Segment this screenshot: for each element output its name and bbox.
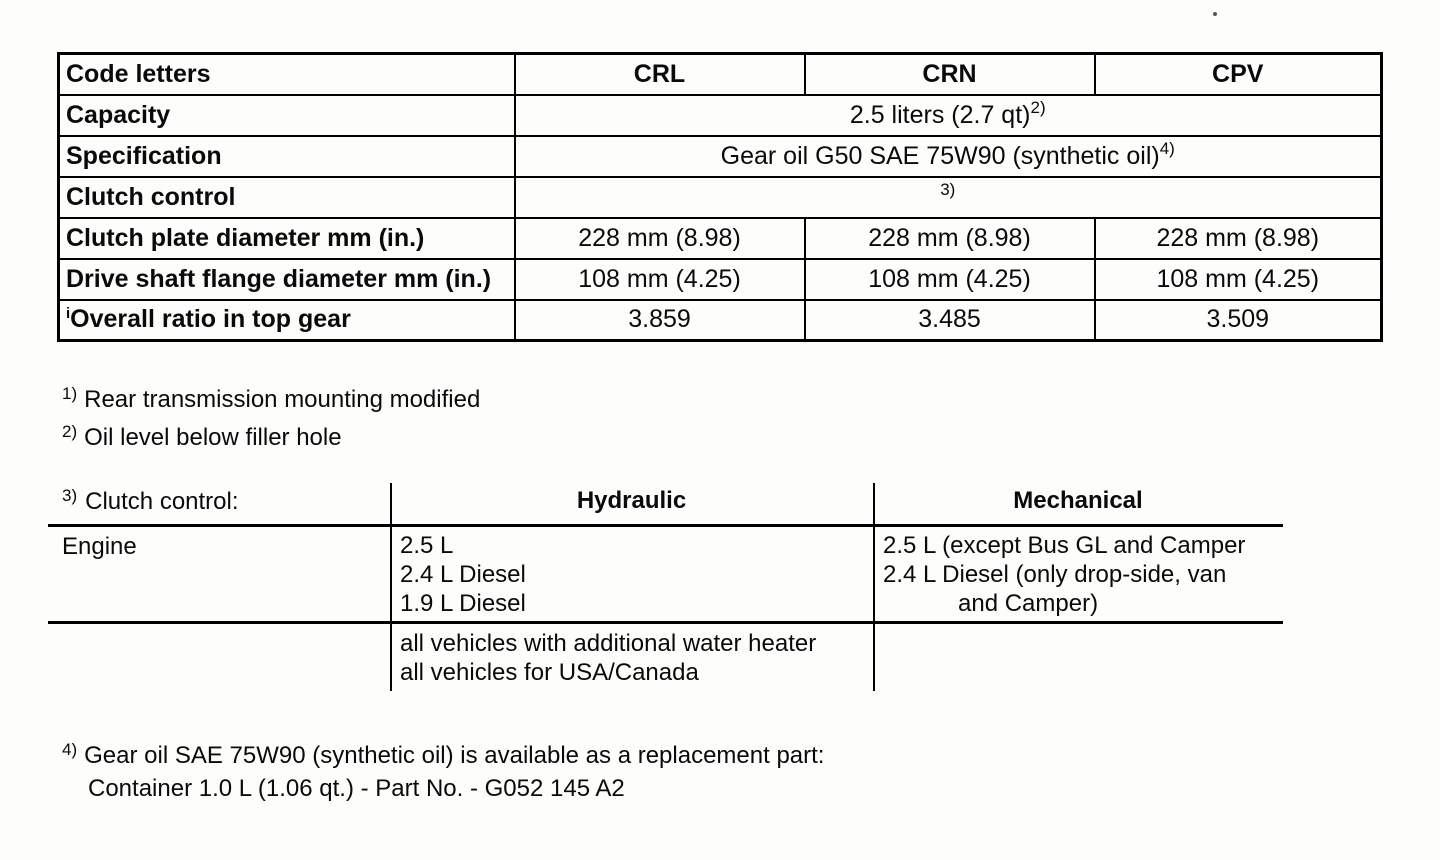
row-capacity [59, 95, 1382, 136]
drive-shaft-cpv: 108 mm (4.25) [1095, 259, 1382, 300]
row-specification [59, 136, 1382, 177]
hydraulic-extra-item: all vehicles for USA/Canada [400, 659, 699, 686]
code-letter-crn: CRN [805, 54, 1095, 95]
clutch-plate-crl: 228 mm (8.98) [515, 218, 805, 259]
footnote-2 [62, 424, 342, 452]
footnote-4-line1 [62, 742, 824, 770]
row-label-specification: Specification [59, 136, 515, 177]
hydraulic-extra-item: all vehicles with additional water heater [400, 630, 817, 657]
footnote-4-line2: Container 1.0 L (1.06 qt.) - Part No. - G052 145 A2 [88, 775, 625, 802]
row-label-clutch-plate: Clutch plate diameter mm (in.) [59, 218, 515, 259]
row-label-capacity: Capacity [59, 95, 515, 136]
footnote-ref-3: 3) [940, 179, 956, 199]
scan-artifact-dot [1213, 12, 1217, 16]
drive-shaft-crl: 108 mm (4.25) [515, 259, 805, 300]
row-label-clutch-control: Clutch control [59, 177, 515, 218]
clutch-control-subtable [48, 478, 1283, 692]
row-clutch-plate-diameter [59, 218, 1382, 259]
subtable-horizontal-rule-1 [48, 524, 1283, 527]
row-code-letters [59, 54, 1382, 95]
footnote-3-marker: 3) [62, 486, 78, 505]
clutch-plate-cpv: 228 mm (8.98) [1095, 218, 1382, 259]
overall-ratio-cpv: 3.509 [1095, 300, 1382, 341]
mechanical-engine-list [883, 531, 1245, 618]
specification-value-cell [515, 136, 1382, 177]
footnote-2-text: Oil level below filler hole [84, 424, 342, 451]
column-header-hydraulic: Hydraulic [576, 487, 687, 514]
transmission-spec-table [57, 52, 1383, 342]
row-drive-shaft-flange [59, 259, 1382, 300]
capacity-value: 2.5 liters (2.7 qt) [849, 100, 1031, 129]
clutch-control-value-cell [515, 177, 1382, 218]
footnote-1-text: Rear transmission mounting modified [84, 386, 481, 413]
drive-shaft-crn: 108 mm (4.25) [805, 259, 1095, 300]
mechanical-engine-item-continuation: and Camper) [958, 590, 1099, 617]
hydraulic-engine-item: 2.5 L [400, 532, 454, 559]
footnote-4-marker: 4) [62, 740, 78, 759]
overall-ratio-sup-mark: i [66, 305, 71, 323]
code-letter-crl: CRL [515, 54, 805, 95]
overall-ratio-crn: 3.485 [805, 300, 1095, 341]
mechanical-engine-item: 2.5 L (except Bus GL and Camper [883, 532, 1246, 559]
row-overall-ratio [59, 300, 1382, 341]
mechanical-engine-item: 2.4 L Diesel (only drop-side, van [883, 561, 1227, 588]
hydraulic-engine-item: 2.4 L Diesel [400, 561, 526, 588]
subtable-horizontal-rule-2 [48, 621, 1283, 624]
specification-value: Gear oil G50 SAE 75W90 (synthetic oil) [720, 141, 1160, 170]
footnote-ref-2: 2) [1030, 97, 1046, 117]
row-label-code-letters: Code letters [59, 54, 515, 95]
overall-ratio-crl: 3.859 [515, 300, 805, 341]
column-header-mechanical: Mechanical [1013, 487, 1143, 514]
hydraulic-extra-list [400, 629, 816, 687]
footnote-4 [62, 742, 824, 807]
subtable-row-label-engine: Engine [62, 533, 137, 560]
footnote-ref-4: 4) [1159, 138, 1175, 158]
clutch-plate-crn: 228 mm (8.98) [805, 218, 1095, 259]
footnote-4-text1: Gear oil SAE 75W90 (synthetic oil) is available as a replacement part: [84, 742, 825, 769]
hydraulic-engine-list [400, 531, 526, 618]
subtable-caption-text: Clutch control: [85, 488, 239, 515]
footnote-1 [62, 386, 480, 414]
footnote-1-marker: 1) [62, 384, 78, 403]
capacity-value-cell [515, 95, 1382, 136]
footnote-2-marker: 2) [62, 422, 78, 441]
row-label-drive-shaft: Drive shaft flange diameter mm (in.) [59, 259, 515, 300]
overall-ratio-label: Overall ratio in top gear [70, 305, 351, 334]
hydraulic-engine-item: 1.9 L Diesel [400, 590, 526, 617]
row-label-overall-ratio [59, 300, 515, 341]
subtable-caption [62, 488, 239, 516]
row-clutch-control [59, 177, 1382, 218]
code-letter-cpv: CPV [1095, 54, 1382, 95]
